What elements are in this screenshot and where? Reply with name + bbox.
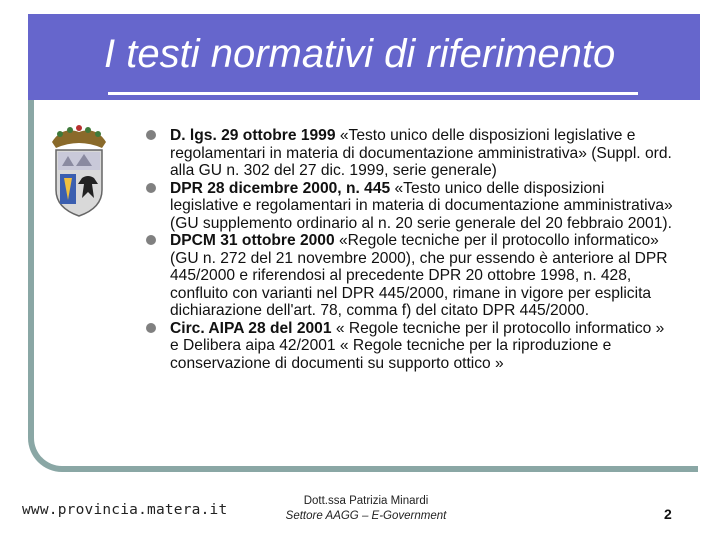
coat-of-arms-icon (46, 122, 112, 218)
list-item (146, 232, 676, 320)
item-text: «Testo unico delle disposizioni legislative e regolamentari in materia di documentazione amministrativa» (Suppl. ord. alla GU n. 302 del 27 dic. 1999, serie generale) (170, 127, 672, 179)
title-underline (108, 92, 638, 95)
reference-list (146, 127, 676, 372)
slide-content (146, 127, 676, 372)
item-text: «Testo unico delle disposizioni legislative e regolamentari in materia di documentazione amministrativa» (GU supplemento ordinario al n. 20 serie generale del 20 febbraio 2001). (170, 179, 673, 232)
item-lead: D. lgs. 29 ottobre 1999 (170, 127, 336, 144)
footer-author: Dott.ssa Patrizia Minardi (303, 495, 429, 507)
bullet-icon (146, 130, 156, 140)
bullet-icon (146, 183, 156, 193)
footer-credits (272, 494, 460, 524)
bullet-icon (146, 235, 156, 245)
page-number: 2 (664, 506, 672, 522)
footer-department: Settore AAGG – E-Government (285, 510, 447, 522)
item-text: « Regole tecniche per il protocollo informatico » e Delibera aipa 42/2001 « Regole tecniche per la riproduzione e conservazione di documenti su supporto ottico » (170, 319, 665, 372)
bullet-icon (146, 323, 156, 333)
footer-website: www.provincia.matera.it (22, 502, 228, 518)
slide-title: I testi normativi di riferimento (104, 32, 616, 76)
list-item (146, 180, 676, 233)
item-lead: DPR 28 dicembre 2000, n. 445 (170, 179, 391, 197)
list-item (146, 320, 676, 373)
item-text: «Regole tecniche per il protocollo informatico» (GU n. 272 del 21 novembre 2000), che pur essendo è anteriore al DPR 445/2000 e riferendosi al precedente DPR 20 ottobre 1998, n. 428, confluito con varianti nel DPR 445/2000, rimane in vigore per esplicita dichiarazione dell'art. 78, comma f) del citato DPR 445/2000. (170, 232, 668, 319)
item-lead: DPCM 31 ottobre 2000 (170, 232, 335, 249)
item-lead: Circ. AIPA 28 del 2001 (170, 319, 332, 337)
list-item (146, 127, 676, 180)
